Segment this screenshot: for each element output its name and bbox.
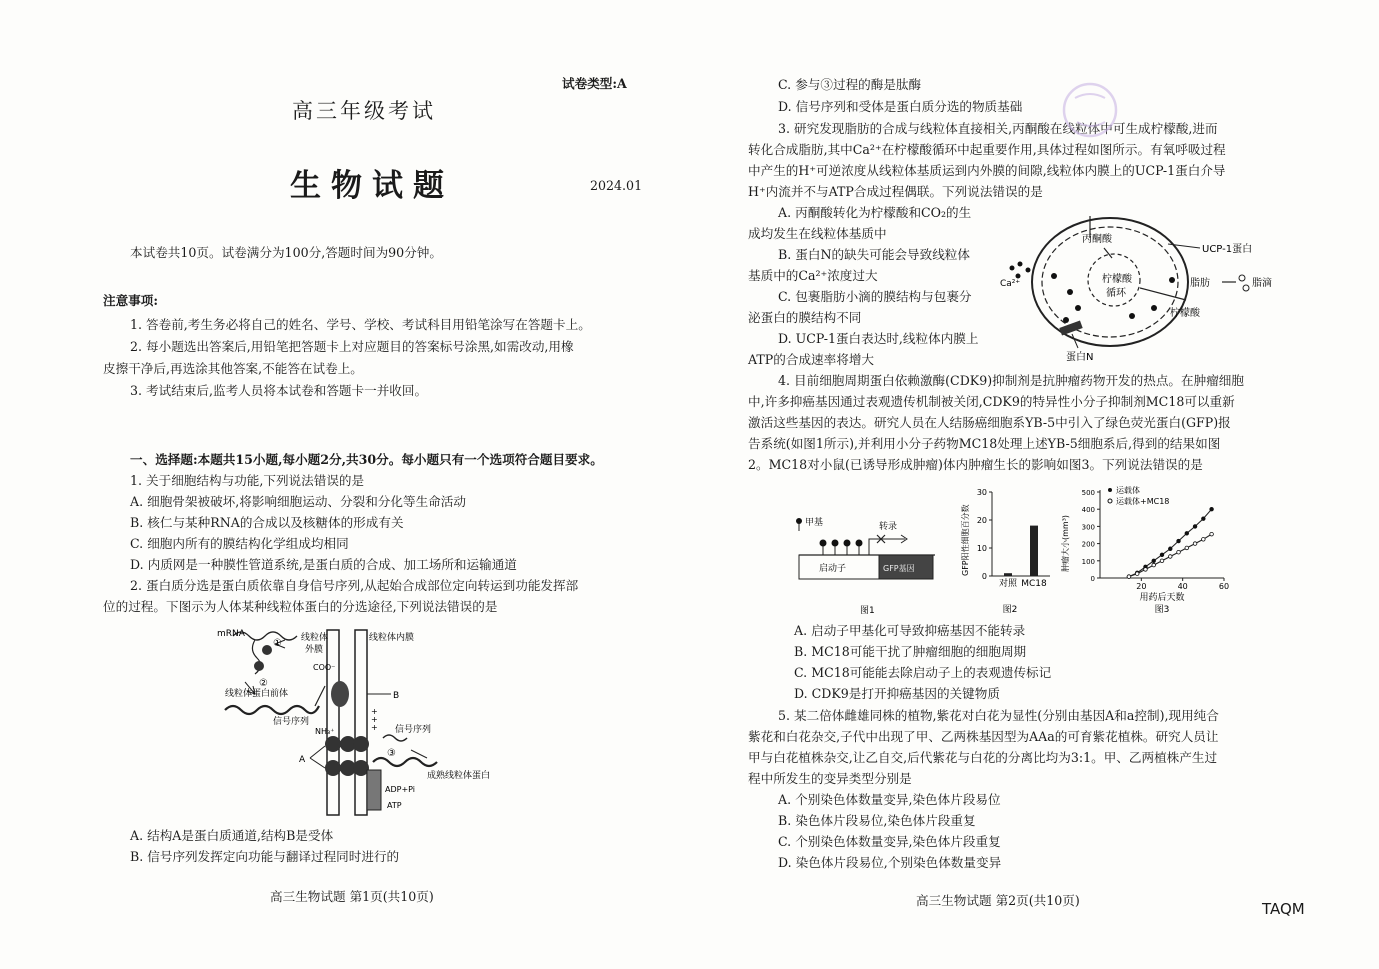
question-5-option-c: C. 个别染色体数量变异,染色体片段重复 — [778, 834, 1001, 849]
label-precursor: 线粒体蛋白前体 — [225, 689, 289, 699]
fat-droplet — [1243, 285, 1249, 291]
chart3-point-vector-mc18 — [1185, 546, 1189, 550]
protein-n — [1059, 320, 1082, 335]
label-gfp-gene: GFP基因 — [883, 564, 915, 573]
chart2-tick-label: 0 — [981, 572, 987, 581]
question-3-stem: 中产生的H⁺可逆浓度从线粒体基质运到内外膜的间隙,线粒体内膜上的UCP-1蛋白介导 — [748, 163, 1226, 178]
chart3-point-vector-mc18 — [1193, 542, 1197, 546]
label-fat-drop: 脂滴 — [1252, 278, 1272, 289]
question-4-option-a: A. 启动子甲基化可导致抑癌基因不能转录 — [794, 623, 1026, 638]
methyl-dot — [844, 540, 851, 547]
chart3-y-tick-label: 200 — [1081, 540, 1095, 549]
page-footer: 高三生物试题 第1页(共10页) — [270, 889, 434, 904]
label-mature: 成熟线粒体蛋白 — [427, 771, 491, 781]
question-2-option-c: C. 参与③过程的酶是肽酶 — [778, 77, 922, 92]
notice-heading: 注意事项: — [103, 293, 159, 308]
legend-marker-vector-mc18 — [1108, 499, 1112, 503]
calcium-dot — [1067, 289, 1073, 295]
question-3-stem: 转化合成脂肪,其中Ca²⁺在柠檬酸循环中起重要作用,具体过程如图所示。有氧呼吸过程 — [748, 142, 1226, 157]
label-promoter: 启动子 — [819, 564, 847, 574]
chart2-ylabel: GFP阳性细胞百分数 — [961, 504, 970, 576]
section-heading: 一、选择题:本题共15小题,每小题2分,共30分。每小题只有一个选项符合题目要求。 — [130, 452, 603, 467]
question-4-stem: 激活这些基因的表达。研究人员在人结肠癌细胞系YB-5中引入了绿色荧光蛋白(GFP)报 — [748, 415, 1231, 430]
methyl-dot — [820, 540, 827, 547]
label-citrate: 柠檬酸 — [1170, 308, 1200, 319]
chart3-points — [1127, 507, 1213, 578]
chart3-point-vector — [1152, 559, 1156, 563]
label-cycle: 循环 — [1106, 288, 1126, 299]
label-adp: ADP+Pi — [385, 785, 416, 794]
label-transcribe: 转录 — [879, 522, 898, 532]
label-cycle: 柠檬酸 — [1102, 274, 1132, 285]
channel-a — [353, 736, 369, 752]
calcium-dot — [1016, 274, 1021, 279]
label-ucp1: UCP-1蛋白 — [1202, 244, 1253, 255]
label-fat: 脂肪 — [1190, 278, 1210, 289]
exam-title: 高三年级考试 — [292, 99, 436, 123]
label-step-3: ③ — [387, 748, 396, 759]
chart2-category-control: 对照 — [998, 579, 1018, 589]
question-3-option-c: C. 包裹脂肪小滴的膜结构与包裹分 — [778, 289, 972, 304]
question-3-option-a: 成均发生在线粒体基质中 — [748, 226, 887, 241]
chart3-caption: 图3 — [1154, 605, 1170, 615]
chart2-y-ticks — [977, 488, 992, 581]
outer-membrane — [327, 630, 339, 815]
chart3-y-tick-label: 400 — [1081, 506, 1095, 515]
protein-sorting-diagram — [215, 622, 515, 822]
figure-1-gfp-reporter — [795, 513, 945, 618]
charge-plus-1: + — [371, 707, 378, 716]
chart3-y-tick-label: 500 — [1081, 489, 1095, 497]
calcium-dot — [1026, 268, 1031, 273]
notice-line: 2. 每小题选出答案后,用铅笔把答题卡上对应题目的答案标号涂黑,如需改动,用橡 — [130, 339, 574, 354]
methyl-dot — [832, 540, 839, 547]
question-5-stem: 甲与白花植株杂交,让乙自交,后代紫花与白花的分离比均为3:1。甲、乙两植株产生过 — [748, 750, 1218, 765]
legend-vector-mc18: 运载体+MC18 — [1116, 497, 1170, 506]
chart3-x-tick-label: 60 — [1218, 582, 1230, 591]
chart3-point-vector-mc18 — [1177, 550, 1181, 554]
notice-line: 皮擦干净后,再选涂其他答案,不能答在试卷上。 — [103, 361, 363, 376]
inner-membrane — [355, 630, 367, 815]
chart2-category-mc18: MC18 — [1021, 579, 1047, 589]
notice-line: 3. 考试结束后,监考人员将本试卷和答题卡一并收回。 — [130, 383, 428, 398]
question-3-option-b: B. 蛋白N的缺失可能会导致线粒体 — [778, 247, 970, 262]
label-a: A — [299, 755, 306, 765]
chart3-point-vector — [1210, 507, 1214, 511]
chart3-point-vector — [1193, 525, 1197, 529]
chart3-point-vector-mc18 — [1144, 568, 1148, 572]
intro-text: 本试卷共10页。试卷满分为100分,答题时间为90分钟。 — [130, 245, 442, 260]
question-2-option-a: A. 结构A是蛋白质通道,结构B是受体 — [130, 828, 334, 843]
chart3-point-vector-mc18 — [1160, 559, 1164, 563]
calcium-dot — [1169, 277, 1175, 283]
question-2-option-d: D. 信号序列和受体是蛋白质分选的物质基础 — [778, 99, 1023, 114]
chart3-point-vector-mc18 — [1152, 563, 1156, 567]
methyl-dot — [856, 540, 863, 547]
question-5-option-d: D. 染色体片段易位,个别染色体数量变异 — [778, 855, 1002, 870]
chart3-y-tick-label: 100 — [1081, 557, 1095, 566]
question-4-stem: 4. 目前细胞周期蛋白依赖激酶(CDK9)抑制剂是抗肿瘤药物开发的热点。在肿瘤细胞 — [778, 373, 1244, 388]
question-1-stem: 1. 关于细胞结构与功能,下列说法错误的是 — [130, 473, 365, 488]
label-signal-seq: 信号序列 — [395, 725, 432, 735]
exam-type-label: 试卷类型:A — [562, 76, 627, 91]
chart3-y-tick-label: 0 — [1090, 575, 1095, 583]
chart3-ylabel: 肿瘤大小(mm³) — [1061, 514, 1070, 572]
charge-plus-2: + — [371, 715, 378, 724]
precursor-protein — [225, 706, 319, 714]
calcium-dot — [1018, 262, 1023, 267]
fat-droplet — [1239, 275, 1245, 281]
label-signal-seq: 信号序列 — [273, 717, 310, 727]
subject-title: 生物试题 — [290, 168, 454, 204]
chart3-point-vector — [1202, 517, 1206, 521]
question-1-option-a: A. 细胞骨架被破坏,将影响细胞运动、分裂和分化等生命活动 — [130, 494, 466, 509]
chart2-tick-label: 30 — [976, 488, 987, 497]
question-5-stem: 紫花和白花杂交,子代中出现了甲、乙两株基因型为AAa的可育紫花植株。研究人员让 — [748, 729, 1219, 744]
calcium-dot — [1010, 266, 1015, 271]
label-nh3: NH₃⁺ — [315, 727, 335, 736]
atp-pump — [367, 770, 381, 810]
transcription-arrow — [869, 539, 905, 555]
figure-3-line-chart — [1052, 484, 1232, 618]
chart3-series-vector — [1129, 509, 1212, 576]
methyl-group — [820, 540, 863, 556]
chart3-point-vector — [1160, 553, 1164, 557]
figure-2-bar-chart — [958, 484, 1058, 618]
question-3-option-d: ATP的合成速率将增大 — [748, 352, 875, 367]
notice-line: 1. 答卷前,考生务必将自己的姓名、学号、学校、考试科目用铅笔涂写在答题卡上。 — [130, 317, 591, 332]
calcium-dot — [1151, 305, 1157, 311]
label-protein-n: 蛋白N — [1066, 352, 1094, 363]
ribosome — [254, 661, 264, 671]
pyruvate-to-cycle — [1104, 248, 1112, 258]
label-b: B — [393, 691, 400, 701]
label-pyruvate: 丙酮酸 — [1082, 234, 1112, 245]
question-3-option-a: A. 丙酮酸转化为柠檬酸和CO₂的生 — [778, 205, 972, 220]
chart2-bar-mc18 — [1030, 526, 1038, 576]
chart3-point-vector-mc18 — [1127, 575, 1131, 579]
corner-code: TAQM — [1262, 900, 1305, 918]
legend-marker-vector — [1108, 488, 1112, 492]
pointer-a — [310, 746, 325, 768]
chart3-xlabel: 用药后天数 — [1139, 593, 1185, 603]
question-3-stem: H⁺内流并不与ATP合成过程偶联。下列说法错误的是 — [748, 184, 1043, 199]
chart3-point-vector-mc18 — [1210, 532, 1214, 536]
calcium-dot — [1075, 305, 1081, 311]
label-atp: ATP — [387, 801, 402, 810]
chart3-x-tick-label: 20 — [1136, 582, 1147, 591]
chart2-tick-label: 10 — [976, 544, 987, 553]
channel-a — [325, 760, 341, 776]
chart3-point-vector-mc18 — [1202, 538, 1206, 542]
chart3-x-ticks — [1136, 578, 1229, 591]
chart3-y-ticks — [1082, 489, 1100, 583]
question-4-option-c: C. MC18可能能去除启动子上的表观遗传标记 — [794, 665, 1052, 680]
label-inner-membrane: 线粒体内膜 — [369, 633, 415, 643]
question-2-option-b: B. 信号序列发挥定向功能与翻译过程同时进行的 — [130, 849, 400, 864]
cleaved-signal — [383, 735, 407, 741]
chart3-point-vector — [1185, 531, 1189, 535]
channel-a — [325, 736, 341, 752]
chart3-x-tick-label: 40 — [1177, 582, 1188, 591]
calcium-dot — [1063, 317, 1069, 323]
legend-vector: 运载体 — [1116, 486, 1140, 495]
chart3-point-vector — [1177, 539, 1181, 543]
chart2-tick-label: 20 — [976, 516, 987, 525]
chart3-point-vector-mc18 — [1135, 572, 1139, 576]
question-1-option-b: B. 核仁与某种RNA的合成以及核糖体的形成有关 — [130, 515, 404, 530]
label-calcium: Ca²⁺ — [1000, 279, 1021, 289]
question-4-stem: 中,许多抑癌基因通过表观遗传机制被关闭,CDK9的特异性小分子抑制剂MC18可以重新 — [748, 394, 1235, 409]
question-1-option-d: D. 内质网是一种膜性管道系统,是蛋白质的合成、加工场所和运输通道 — [130, 557, 517, 572]
chart3-point-vector — [1168, 547, 1172, 551]
citrate-out-arrow — [1140, 288, 1186, 300]
figure-1-caption: 图1 — [860, 606, 875, 616]
charge-plus-3: + — [371, 723, 378, 732]
calcium-dot — [1051, 273, 1057, 279]
question-5-option-a: A. 个别染色体数量变异,染色体片段易位 — [778, 792, 1001, 807]
methyl-legend-dot — [796, 518, 802, 524]
label-outer-membrane: 外膜 — [305, 645, 324, 655]
question-3-option-d: D. UCP-1蛋白表达时,线粒体内膜上 — [778, 331, 979, 346]
calcium-dot — [1129, 313, 1135, 319]
question-2-stem: 2. 蛋白质分选是蛋白质依靠自身信号序列,从起始合成部位定向转运到功能发挥部 — [130, 578, 579, 593]
exam-date: 2024.01 — [590, 178, 643, 193]
label-coo: COO⁻ — [313, 663, 336, 672]
chart3-point-vector-mc18 — [1168, 555, 1172, 559]
chart3-y-tick-label: 300 — [1081, 523, 1095, 532]
receptor-b — [331, 681, 349, 707]
question-4-option-b: B. MC18可能干扰了肿瘤细胞的细胞周期 — [794, 644, 1027, 659]
label-step-1: ① — [273, 638, 282, 649]
page-footer: 高三生物试题 第2页(共10页) — [916, 893, 1080, 908]
question-2-stem: 位的过程。下图示为人体某种线粒体蛋白的分选途径,下列说法错误的是 — [103, 599, 498, 614]
label-step-2: ② — [259, 678, 268, 689]
question-5-stem: 程中所发生的变异类型分别是 — [748, 771, 912, 786]
label-outer-membrane: 线粒体 — [301, 633, 329, 643]
chart2-bar-control — [1004, 573, 1012, 576]
question-4-stem: 2。MC18对小鼠(已诱导形成肿瘤)体内肿瘤生长的影响如图3。下列说法错误的是 — [748, 457, 1203, 472]
mature-protein — [373, 758, 437, 766]
watermark-seal-icon — [1035, 80, 1125, 140]
label-methyl: 甲基 — [805, 518, 824, 528]
pointer-ucp1 — [1168, 244, 1200, 248]
exam-page-2 — [690, 0, 1379, 969]
question-5-option-b: B. 染色体片段易位,染色体片段重复 — [778, 813, 976, 828]
signal-to-receptor — [315, 686, 325, 706]
question-4-stem: 告系统(如图1所示),并利用小分子药物MC18处理上述YB-5细胞系后,得到的结果如图 — [748, 436, 1221, 451]
question-3-option-b: 基质中的Ca²⁺浓度过大 — [748, 268, 878, 283]
question-3-stem: 3. 研究发现脂肪的合成与线粒体直接相关,丙酮酸在线粒体中可生成柠檬酸,进而 — [778, 121, 1218, 136]
label-mrna: mRNA — [217, 629, 245, 639]
question-3-option-c: 泌蛋白的膜结构不同 — [748, 310, 862, 325]
ribosome — [262, 645, 272, 655]
question-5-stem: 5. 某二倍体雌雄同株的植物,紫花对白花为显性(分别由基因A和a控制),现用纯合 — [778, 708, 1219, 723]
chart2-caption: 图2 — [1002, 605, 1018, 615]
mitochondrion-diagram — [1000, 208, 1280, 366]
question-4-option-d: D. CDK9是打开抑癌基因的关键物质 — [794, 686, 1000, 701]
arrow-step-3 — [411, 750, 427, 758]
question-1-option-c: C. 细胞内所有的膜结构化学组成均相同 — [130, 536, 349, 551]
